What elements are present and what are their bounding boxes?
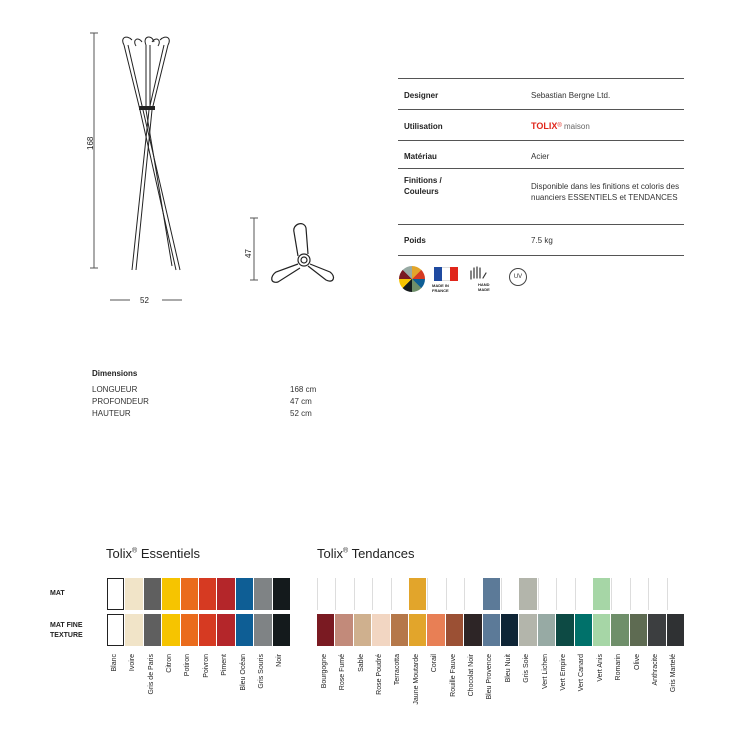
- uv-label: UV: [513, 274, 523, 280]
- swatch-mat: [593, 578, 610, 610]
- width-dimension-label: 52: [140, 296, 149, 305]
- swatch-mat-fine-texture: [464, 614, 481, 646]
- swatch-mat: [217, 578, 234, 610]
- row-label-mat-fine-texture: MAT FINE TEXTURE: [50, 622, 83, 639]
- swatch-mat-fine-texture: [317, 614, 334, 646]
- swatch-mat: [254, 578, 271, 610]
- swatch-mat: [575, 578, 592, 610]
- swatch-mat-fine-texture: [107, 614, 124, 646]
- swatch-name: Vert Anis: [596, 654, 604, 682]
- swatch-name: Ivoire: [129, 654, 137, 672]
- swatch-mat: [144, 578, 161, 610]
- swatch-mat: [107, 578, 124, 610]
- swatch-mat-fine-texture: [144, 614, 161, 646]
- swatch-name: Olive: [633, 654, 641, 670]
- swatch-name: Bleu Océan: [239, 654, 247, 691]
- swatch-mat-fine-texture: [483, 614, 500, 646]
- swatch-name: Corail: [431, 654, 439, 673]
- swatch-mat-fine-texture: [335, 614, 352, 646]
- swatch-mat: [273, 578, 290, 610]
- coat-stand-top-drawing: [240, 210, 350, 290]
- color-wheel-icon: [399, 266, 425, 292]
- coat-stand-front-drawing: [80, 30, 200, 310]
- swatch-name: Bleu Nuit: [504, 654, 512, 683]
- spec-label: Matériau: [404, 152, 437, 161]
- spec-value: 7.5 kg: [531, 236, 553, 245]
- swatch-name: Rose Fumé: [339, 654, 347, 691]
- spec-row-poids: [398, 224, 684, 256]
- spec-label: Poids: [404, 236, 426, 245]
- swatch-mat: [125, 578, 142, 610]
- swatch-name: Bourgogne: [320, 654, 328, 689]
- swatch-mat-fine-texture: [427, 614, 444, 646]
- swatch-mat: [519, 578, 536, 610]
- dim-value-profondeur: 47 cm: [290, 397, 312, 406]
- swatch-mat-fine-texture: [575, 614, 592, 646]
- swatch-name: Piment: [221, 654, 229, 676]
- spec-row-materiau: [398, 140, 684, 169]
- spec-row-finitions: [398, 168, 684, 225]
- swatch-mat-fine-texture: [391, 614, 408, 646]
- swatch-mat: [630, 578, 647, 610]
- swatch-name: Vert Lichen: [541, 654, 549, 690]
- swatch-mat-fine-texture: [446, 614, 463, 646]
- swatch-mat-fine-texture: [667, 614, 684, 646]
- swatch-mat: [181, 578, 198, 610]
- swatch-name: Poivron: [202, 654, 210, 678]
- dimensions-title: Dimensions: [92, 369, 138, 378]
- swatch-mat-fine-texture: [556, 614, 573, 646]
- swatch-mat: [538, 578, 555, 610]
- dim-value-longueur: 168 cm: [290, 385, 317, 394]
- spec-row-designer: [398, 78, 684, 110]
- swatch-name: Sable: [357, 654, 365, 672]
- swatch-name: Romarin: [615, 654, 623, 681]
- swatch-mat: [446, 578, 463, 610]
- swatch-mat-fine-texture: [519, 614, 536, 646]
- spec-label: Finitions / Couleurs: [404, 176, 442, 196]
- swatch-mat: [162, 578, 179, 610]
- swatch-mat: [464, 578, 481, 610]
- swatch-mat: [483, 578, 500, 610]
- swatch-mat: [667, 578, 684, 610]
- dim-label-longueur: LONGUEUR: [92, 385, 138, 394]
- swatch-mat: [409, 578, 426, 610]
- swatch-mat-fine-texture: [372, 614, 389, 646]
- height-dimension-label: 168: [86, 136, 95, 150]
- spec-value: Acier: [531, 152, 550, 161]
- swatch-mat-fine-texture: [125, 614, 142, 646]
- swatch-mat: [236, 578, 253, 610]
- swatch-mat-fine-texture: [648, 614, 665, 646]
- swatch-name: Jaune Moutarde: [412, 654, 420, 705]
- swatch-mat: [372, 578, 389, 610]
- swatch-name: Blanc: [110, 654, 118, 672]
- depth-dimension-label: 47: [244, 249, 253, 258]
- swatch-mat-fine-texture: [593, 614, 610, 646]
- swatch-mat-fine-texture: [181, 614, 198, 646]
- swatch-name: Potiron: [184, 654, 192, 677]
- swatch-mat: [611, 578, 628, 610]
- swatch-mat: [427, 578, 444, 610]
- swatch-mat: [335, 578, 352, 610]
- swatch-name: Gris Martelé: [670, 654, 678, 693]
- swatch-mat-fine-texture: [273, 614, 290, 646]
- swatch-mat: [648, 578, 665, 610]
- uv-icon: [509, 268, 527, 286]
- swatch-name: Gris Soie: [523, 654, 531, 683]
- swatch-mat: [556, 578, 573, 610]
- dim-label-hauteur: HAUTEUR: [92, 409, 131, 418]
- spec-label: Designer: [404, 91, 439, 100]
- swatch-mat: [199, 578, 216, 610]
- swatch-mat-fine-texture: [630, 614, 647, 646]
- hand-made-icon: [468, 265, 490, 281]
- swatch-name: Rouille Fauve: [449, 654, 457, 697]
- spec-value: Disponible dans les finitions et coloris des nuanciers ESSENTIELS et TENDANCES: [531, 182, 680, 202]
- french-flag-icon: [434, 267, 458, 281]
- swatch-mat-fine-texture: [354, 614, 371, 646]
- swatch-mat-fine-texture: [538, 614, 555, 646]
- swatch-mat: [354, 578, 371, 610]
- hand-made-label: HAND MADE: [478, 282, 490, 292]
- swatch-mat-fine-texture: [409, 614, 426, 646]
- tendances-title: Tolix® Tendances: [317, 546, 415, 561]
- swatch-name: Vert Canard: [578, 654, 586, 692]
- spec-label: Utilisation: [404, 122, 443, 131]
- swatch-name: Gris Souris: [257, 654, 265, 689]
- spec-row-utilisation: [398, 109, 684, 141]
- swatch-mat-fine-texture: [501, 614, 518, 646]
- made-in-france-label: MADE IN FRANCE: [432, 283, 449, 293]
- row-label-mat: MAT: [50, 590, 65, 597]
- swatch-mat: [391, 578, 408, 610]
- swatch-name: Terracotta: [394, 654, 402, 686]
- dim-value-hauteur: 52 cm: [290, 409, 312, 418]
- spec-value: Sebastian Bergne Ltd.: [531, 91, 611, 100]
- tolix-brand: TOLIX: [531, 121, 558, 131]
- swatch-name: Noir: [276, 654, 284, 667]
- swatch-name: Gris de Paris: [147, 654, 155, 695]
- swatch-mat-fine-texture: [162, 614, 179, 646]
- swatch-mat-fine-texture: [217, 614, 234, 646]
- swatch-name: Vert Empire: [559, 654, 567, 691]
- swatch-mat-fine-texture: [254, 614, 271, 646]
- swatch-mat: [317, 578, 334, 610]
- swatch-name: Bleu Provence: [486, 654, 494, 700]
- swatch-name: Anthracite: [651, 654, 659, 686]
- swatch-mat-fine-texture: [236, 614, 253, 646]
- swatch-name: Rose Poudré: [375, 654, 383, 695]
- swatch-name: Citron: [165, 654, 173, 673]
- swatch-name: Chocolat Noir: [467, 654, 475, 697]
- swatch-mat: [501, 578, 518, 610]
- swatch-mat-fine-texture: [199, 614, 216, 646]
- swatch-mat-fine-texture: [611, 614, 628, 646]
- dim-label-profondeur: PROFONDEUR: [92, 397, 149, 406]
- tolix-maison-logo: TOLIX® maison: [531, 121, 590, 131]
- maison-label: maison: [564, 122, 590, 131]
- essentiels-title: Tolix® Essentiels: [106, 546, 201, 561]
